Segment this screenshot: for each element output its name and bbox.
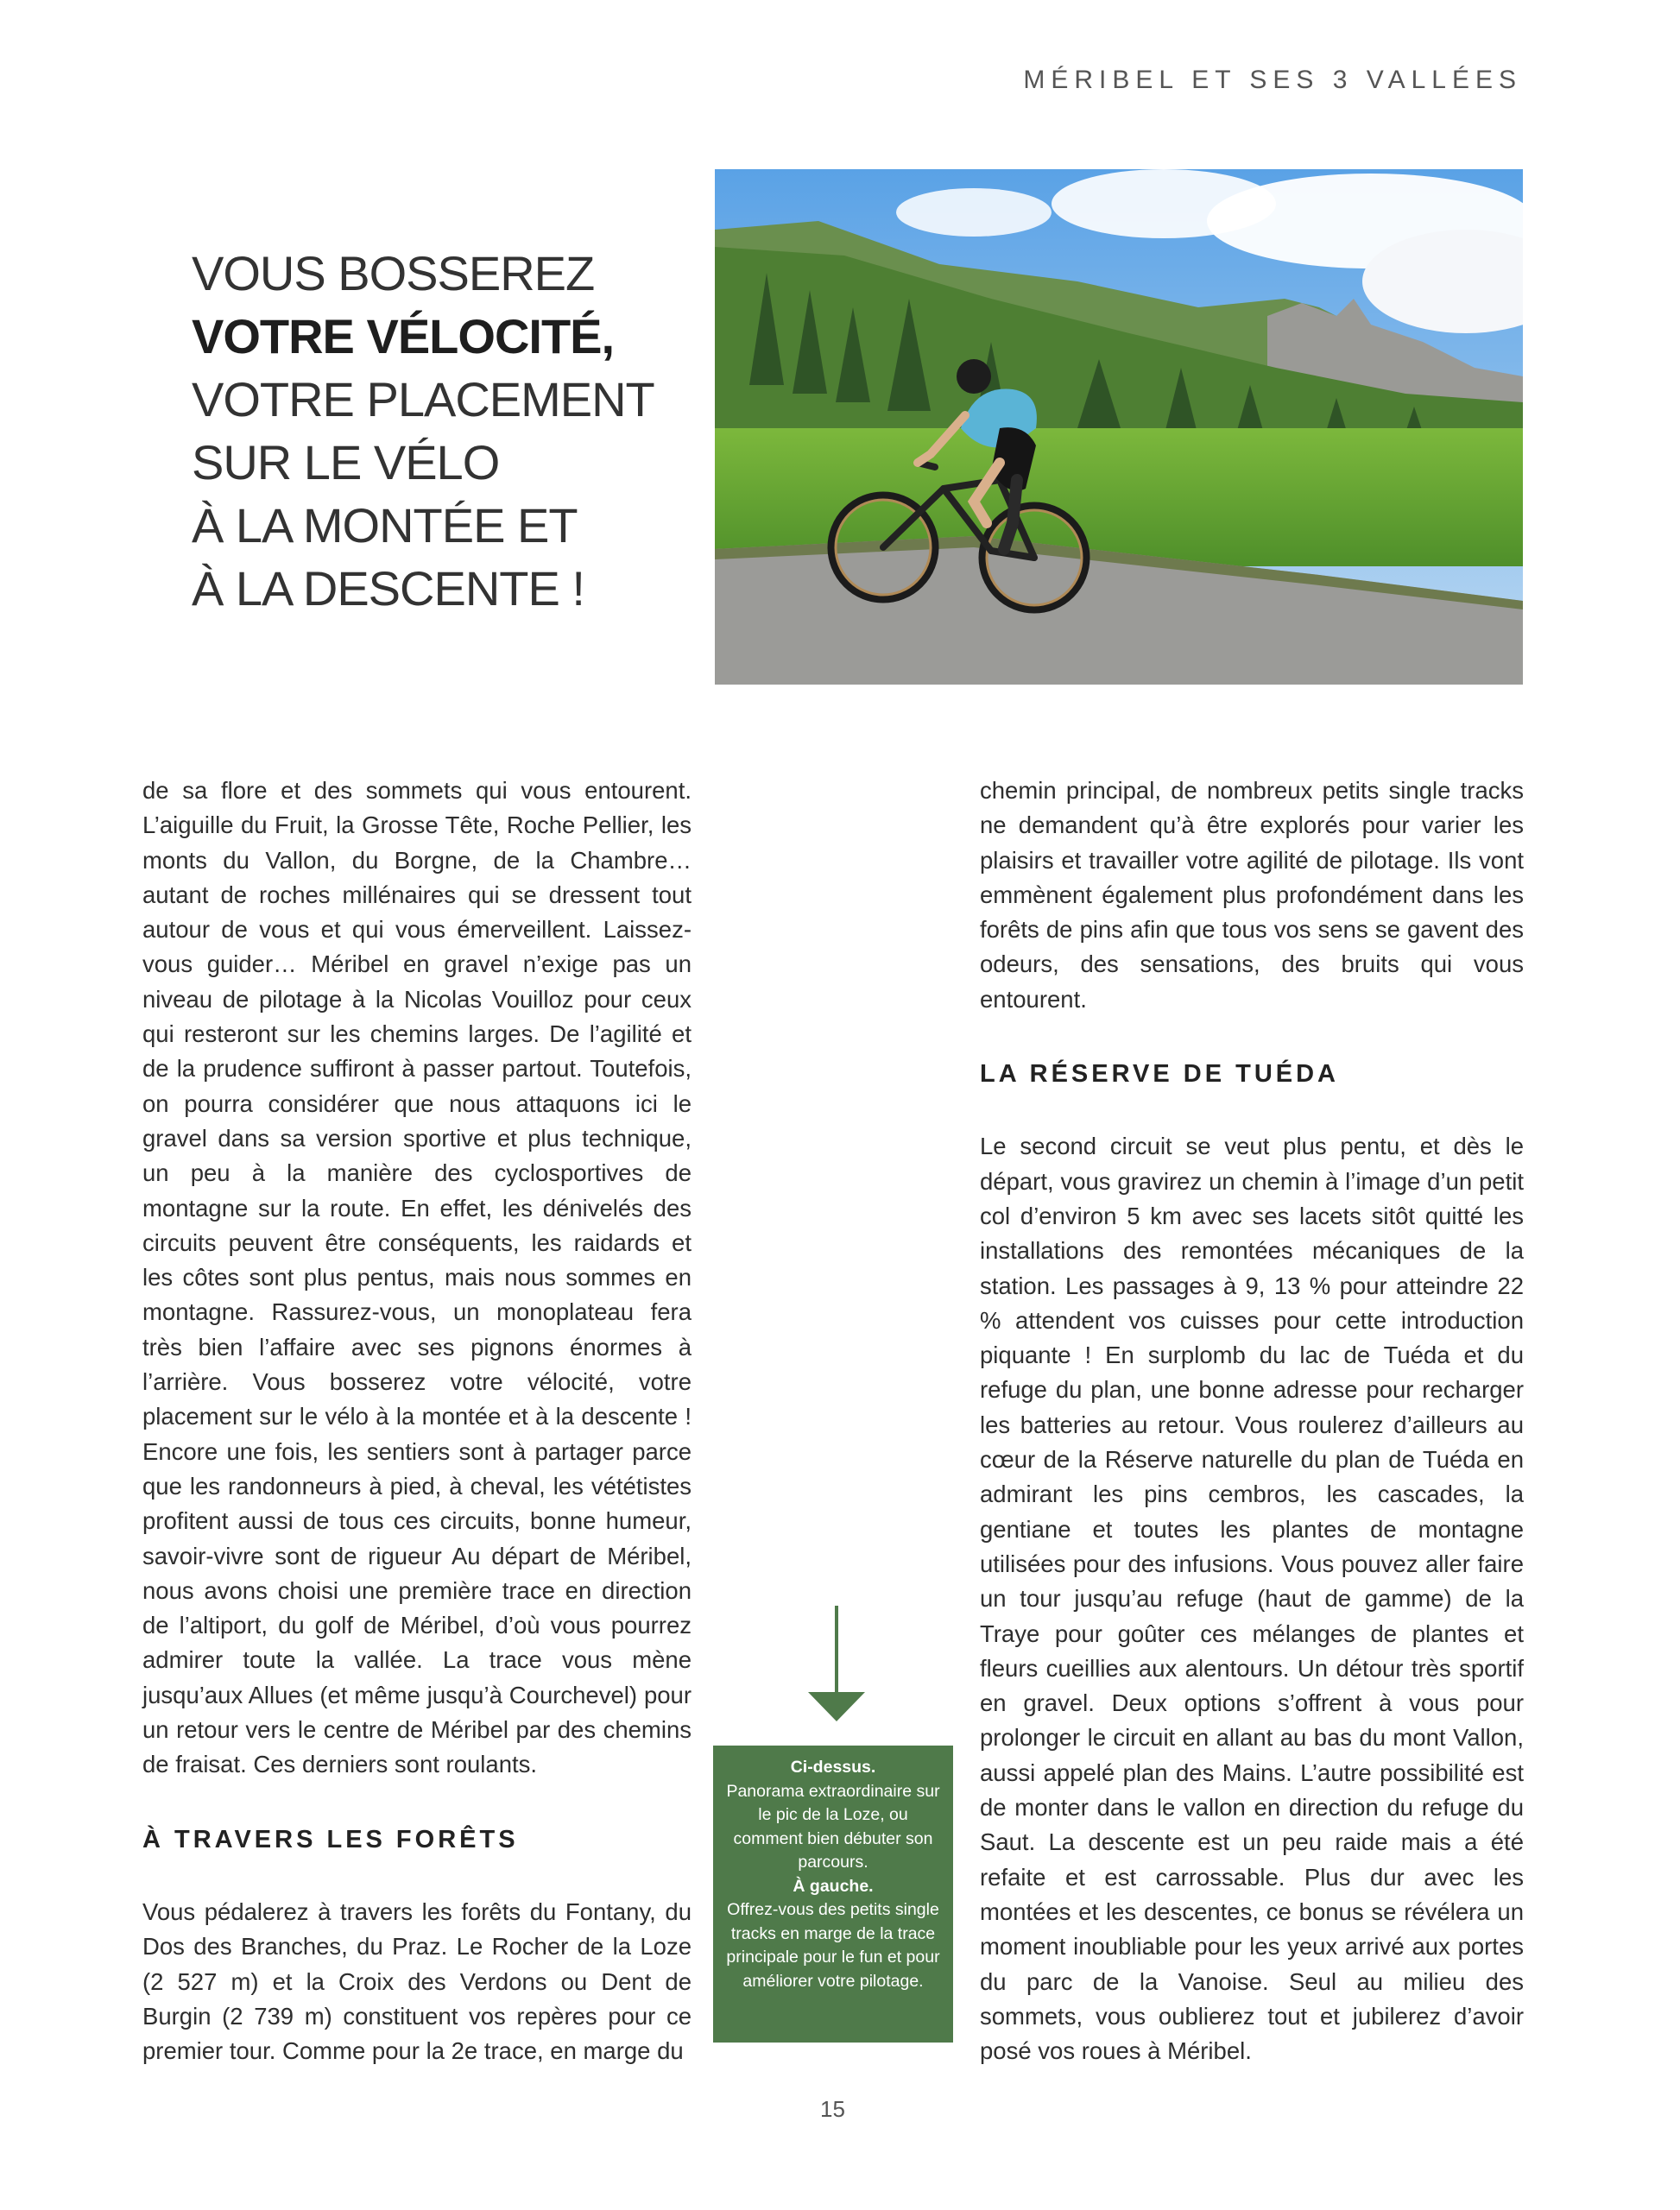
caption-label: À gauche. (793, 1876, 874, 1896)
page-number: 15 (820, 2096, 845, 2122)
section-heading-forets: À TRAVERS LES FORÊTS (142, 1825, 519, 1853)
pull-quote (192, 242, 675, 620)
pull-quote-line-bold: VOTRE VÉLOCITÉ, (192, 309, 615, 363)
body-paragraph: de sa flore et des sommets qui vous entourent. L’aiguille du Fruit, la Grosse Tête, Roche Pellier, les monts du Vallon, du Borgne, de la Chambre… autant de roches millénaires qui se dressent tout autour de vous et qui vous émerveillent. Laissez-vous guider… Méribel en gravel n’exige pas un niveau de pilotage à la Nicolas Vouilloz pour ceux qui resteront sur les chemins larges. De l’agilité et de la prudence suffiront à passer partout. Toutefois, on pourra considérer que nous attaquons ici le gravel dans sa version sportive et plus technique, un peu à la manière des cyclosportives de montagne sur la route. En effet, les dénivelés des circuits peuvent être conséquents, les raidards et les côtes sont plus pentus, mais nous sommes en montagne. Rassurez-vous, un monoplateau fera très bien l’affaire avec ses pignons énormes à l’arrière. Vous bosserez votre vélocité, votre placement sur le vélo à la montée et à la descente ! Encore une fois, les sentiers sont à partager parce que les randonneurs à pied, à cheval, les vététistes profitent aussi de tous ces circuits, bonne humeur, savoir-vivre sont de rigueur Au départ de Méribel, nous avons choisi une première trace en direction de l’altiport, du golf de Méribel, d’où vous pourrez admirer toute la vallée. La trace vous mène jusqu’aux Allues (et même jusqu’à Courchevel) pour un retour vers le centre de Méribel par des chemins de fraisat. Ces derniers sont roulants. (142, 777, 692, 1778)
pull-quote-line: À LA DESCENTE ! (192, 561, 584, 616)
arrow-down-icon (806, 1606, 867, 1723)
caption-text: Offrez-vous des petits single tracks en marge de la trace principale pour le fun et pour améliorer votre pilotage. (726, 1900, 940, 1991)
body-paragraph: Le second circuit se veut plus pentu, et dès le départ, vous gravirez un chemin à l’image d’un petit col d’environ 5 km avec ses lacets sitôt quitté les installations des remontées mécaniques de la station. Les passages à 9, 13 % pour atteindre 22 % attendent vos cuisses pour cette introduction piquante ! En surplomb du lac de Tuéda et du refuge du plan, une bonne adresse pour recharger les batteries au retour. Vous roulerez d’ailleurs au cœur de la Réserve naturelle du plan de Tuéda en admirant les pins cembros, les cascades, la gentiane et toutes les plantes de montagne utilisées pour des infusions. Vous pouvez aller faire un tour jusqu’au refuge (haut de gamme) de la Traye pour goûter ces mélanges de plantes et fleurs cueillies aux alentours. Un détour très sportif en gravel. Deux options s’offrent à vous pour prolonger le circuit en allant au bas du mont Vallon, aussi appelé plan des Mains. L’autre possibilité est de monter dans le vallon en direction du refuge du Saut. La descente est un peu raide mais a été refaite et est carrossable. Plus dur avec les montées et les descentes, ce bonus se révélera un moment inoubliable pour les yeux arrivé aux portes du parc de la Vanoise. Seul au milieu des sommets, vous oublierez tout et jubilerez d’avoir posé vos roues à Méribel. (980, 1133, 1524, 2065)
caption-box (713, 1746, 953, 2043)
running-head: MÉRIBEL ET SES 3 VALLÉES (1023, 66, 1522, 94)
cyclist-photo (715, 169, 1523, 685)
pull-quote-line: VOTRE PLACEMENT (192, 372, 654, 426)
article-left-column (142, 774, 692, 2068)
article-right-column (980, 774, 1524, 2068)
cyclist-mountain-illustration (715, 169, 1523, 685)
pull-quote-line: À LA MONTÉE ET (192, 498, 578, 552)
body-paragraph: chemin principal, de nombreux petits single tracks ne demandent qu’à être explorés pour varier les plaisirs et travailler votre agilité de pilotage. Ils vont emmènent également plus profondément dans les forêts de pins afin que tous vos sens se gavent des odeurs, des sensations, des bruits qui vous entourent. (980, 777, 1524, 1013)
caption-label: Ci-dessus. (790, 1758, 876, 1777)
body-paragraph: Vous pédalerez à travers les forêts du Fontany, du Dos des Branches, du Praz. Le Rocher de la Loze (2 527 m) et la Croix des Verdons ou Dent de Burgin (2 739 m) constituent vos repères pour ce premier tour. Comme pour la 2e trace, en marge du (142, 1897, 692, 2065)
caption-text: Panorama extraordinaire sur le pic de la Loze, ou comment bien débuter son parcours. (726, 1781, 940, 1872)
pull-quote-line: SUR LE VÉLO (192, 435, 500, 489)
section-heading-tueda: LA RÉSERVE DE TUÉDA (980, 1060, 1339, 1089)
pull-quote-line: VOUS BOSSEREZ (192, 246, 595, 300)
